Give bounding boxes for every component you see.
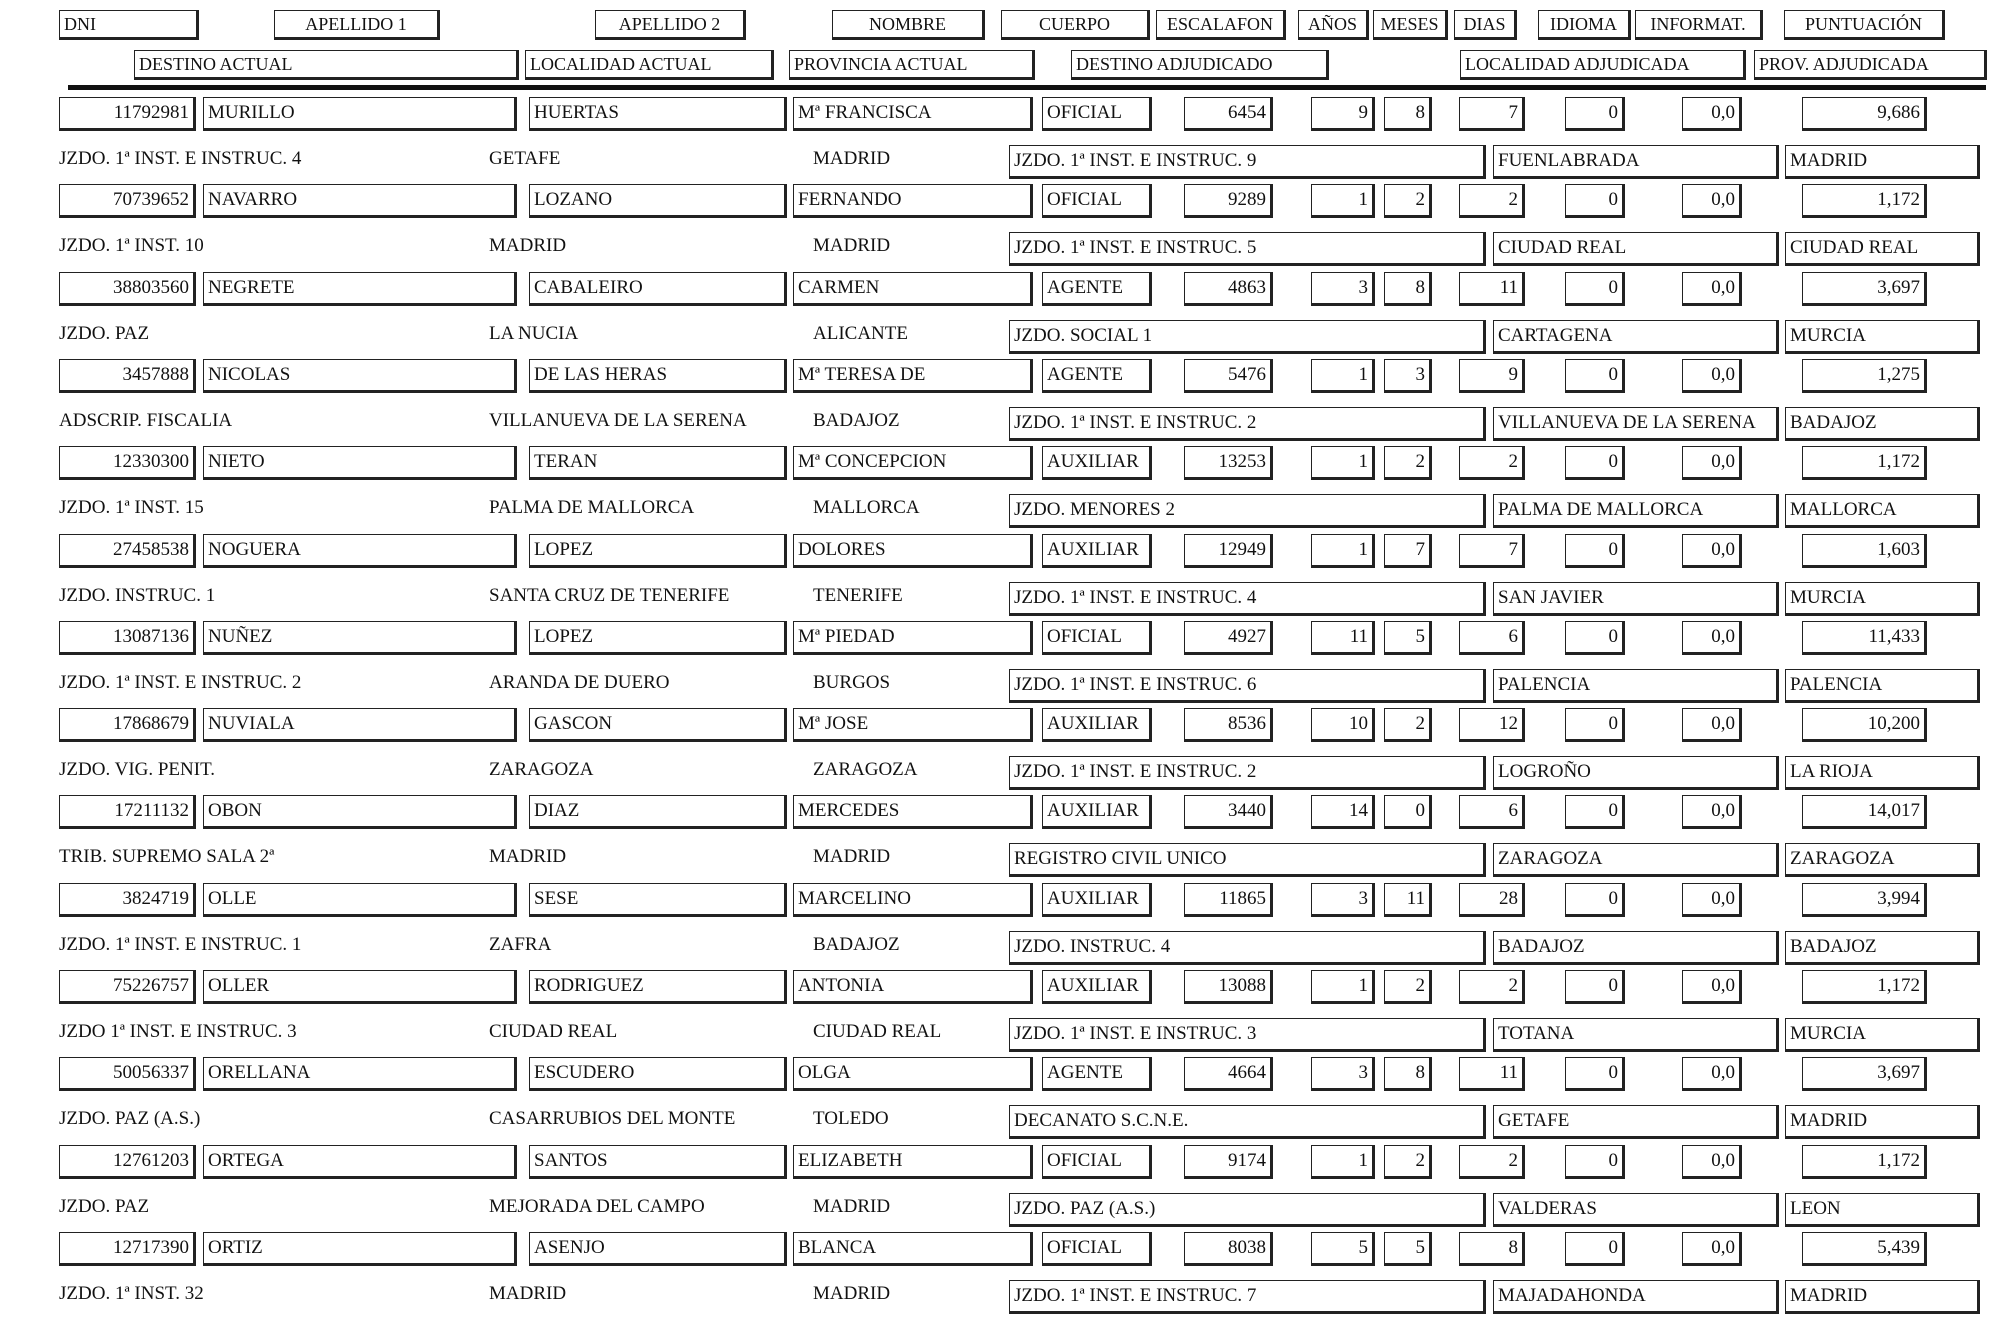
field-localidad-actual: CIUDAD REAL [489, 1021, 618, 1042]
record-row [0, 359, 2000, 446]
record-row [0, 1057, 2000, 1144]
field-localidad-adjudicada: CIUDAD REAL [1493, 232, 1779, 266]
field-meses: 2 [1384, 970, 1432, 1004]
field-apellido2: ASENJO [529, 1232, 787, 1266]
field-localidad-adjudicada: VALDERAS [1493, 1193, 1779, 1227]
field-cuerpo: OFICIAL [1042, 184, 1152, 218]
field-idioma: 0 [1565, 97, 1625, 131]
field-dni: 27458538 [59, 534, 196, 568]
field-informat: 0,0 [1682, 97, 1742, 131]
field-cuerpo: AUXILIAR [1042, 446, 1152, 480]
field-localidad-adjudicada: SAN JAVIER [1493, 582, 1779, 616]
field-destino-actual: JZDO. 1ª INST. E INSTRUC. 2 [59, 671, 302, 693]
field-anos: 1 [1311, 534, 1375, 568]
field-provincia-actual: MADRID [813, 846, 891, 868]
field-dias: 2 [1459, 446, 1525, 480]
field-localidad-actual: MADRID [489, 1282, 567, 1304]
field-localidad-actual: ZAFRA [489, 933, 552, 955]
field-meses: 8 [1384, 97, 1432, 131]
field-idioma: 0 [1565, 1232, 1625, 1266]
header-dias: DIAS [1454, 10, 1517, 40]
field-escalafon: 12949 [1184, 534, 1273, 568]
field-cuerpo: OFICIAL [1042, 1232, 1152, 1266]
field-destino-actual: JZDO. 1ª INST. E INSTRUC. 4 [59, 148, 302, 169]
field-informat: 0,0 [1682, 184, 1742, 218]
field-prov-adjudicada: ZARAGOZA [1785, 843, 1980, 877]
field-destino-actual: JZDO. 1ª INST. 32 [59, 1282, 204, 1304]
field-dias: 6 [1459, 621, 1525, 655]
record-row [0, 1145, 2000, 1232]
field-apellido1: NAVARRO [203, 184, 517, 218]
field-informat: 0,0 [1682, 970, 1742, 1004]
field-dni: 17868679 [59, 708, 196, 742]
field-idioma: 0 [1565, 1145, 1625, 1179]
field-nombre: Mª PIEDAD [793, 621, 1033, 655]
field-escalafon: 8536 [1184, 708, 1273, 742]
field-destino-adjudicado: JZDO. MENORES 2 [1009, 494, 1486, 528]
header-puntuacion: PUNTUACIÓN [1784, 10, 1945, 40]
field-nombre: CARMEN [793, 272, 1033, 306]
field-idioma: 0 [1565, 883, 1625, 917]
field-destino-adjudicado: JZDO. 1ª INST. E INSTRUC. 5 [1009, 232, 1486, 266]
field-prov-adjudicada: MURCIA [1785, 320, 1980, 354]
field-dias: 12 [1459, 708, 1525, 742]
field-dni: 11792981 [59, 97, 196, 131]
field-prov-adjudicada: MADRID [1785, 1105, 1980, 1139]
field-informat: 0,0 [1682, 1057, 1742, 1091]
field-apellido1: NEGRETE [203, 272, 517, 306]
field-escalafon: 3440 [1184, 795, 1273, 829]
field-meses: 7 [1384, 534, 1432, 568]
field-informat: 0,0 [1682, 795, 1742, 829]
field-prov-adjudicada: PALENCIA [1785, 669, 1980, 703]
field-prov-adjudicada: CIUDAD REAL [1785, 232, 1980, 266]
field-anos: 5 [1311, 1232, 1375, 1266]
header-cuerpo: CUERPO [1001, 10, 1150, 40]
field-puntuacion: 1,603 [1802, 534, 1927, 568]
field-provincia-actual: MADRID [813, 148, 891, 169]
field-provincia-actual: BADAJOZ [813, 409, 900, 431]
field-dni: 38803560 [59, 272, 196, 306]
record-row [0, 184, 2000, 271]
field-apellido2: LOPEZ [529, 534, 787, 568]
field-nombre: MARCELINO [793, 883, 1033, 917]
field-escalafon: 4863 [1184, 272, 1273, 306]
header-apellido1: APELLIDO 1 [274, 10, 440, 40]
field-cuerpo: OFICIAL [1042, 97, 1152, 131]
field-destino-actual: JZDO. PAZ [59, 322, 150, 344]
field-apellido2: ESCUDERO [529, 1057, 787, 1091]
field-dni: 13087136 [59, 621, 196, 655]
field-escalafon: 13088 [1184, 970, 1273, 1004]
header-anos: AÑOS [1298, 10, 1369, 40]
field-prov-adjudicada: MADRID [1785, 1280, 1980, 1314]
field-meses: 2 [1384, 1145, 1432, 1179]
field-cuerpo: AUXILIAR [1042, 883, 1152, 917]
field-destino-actual: JZDO 1ª INST. E INSTRUC. 3 [59, 1021, 297, 1042]
field-nombre: OLGA [793, 1057, 1033, 1091]
field-apellido1: OBON [203, 795, 517, 829]
field-dias: 2 [1459, 1145, 1525, 1179]
field-localidad-adjudicada: PALMA DE MALLORCA [1493, 494, 1779, 528]
field-apellido2: DE LAS HERAS [529, 359, 787, 393]
field-meses: 8 [1384, 1057, 1432, 1091]
record-row [0, 534, 2000, 621]
field-apellido1: ORELLANA [203, 1057, 517, 1091]
field-localidad-actual: ZARAGOZA [489, 759, 594, 781]
field-puntuacion: 3,994 [1802, 883, 1927, 917]
header-meses: MESES [1373, 10, 1448, 40]
field-anos: 1 [1311, 970, 1375, 1004]
field-meses: 3 [1384, 359, 1432, 393]
record-row [0, 883, 2000, 970]
field-apellido1: MURILLO [203, 97, 517, 131]
field-nombre: BLANCA [793, 1232, 1033, 1266]
field-localidad-adjudicada: TOTANA [1493, 1018, 1779, 1052]
field-dni: 70739652 [59, 184, 196, 218]
record-row [0, 795, 2000, 882]
header-escalafon: ESCALAFON [1156, 10, 1286, 40]
field-apellido1: ORTIZ [203, 1232, 517, 1266]
field-prov-adjudicada: LEON [1785, 1193, 1980, 1227]
field-localidad-adjudicada: VILLANUEVA DE LA SERENA [1493, 407, 1779, 441]
field-idioma: 0 [1565, 1057, 1625, 1091]
field-idioma: 0 [1565, 970, 1625, 1004]
field-destino-adjudicado: JZDO. 1ª INST. E INSTRUC. 3 [1009, 1018, 1486, 1052]
field-dias: 7 [1459, 97, 1525, 131]
field-escalafon: 8038 [1184, 1232, 1273, 1266]
field-informat: 0,0 [1682, 359, 1742, 393]
field-puntuacion: 3,697 [1802, 272, 1927, 306]
field-puntuacion: 10,200 [1802, 708, 1927, 742]
field-apellido2: RODRIGUEZ [529, 970, 787, 1004]
field-anos: 10 [1311, 708, 1375, 742]
field-apellido1: NUVIALA [203, 708, 517, 742]
field-escalafon: 6454 [1184, 97, 1273, 131]
field-meses: 11 [1384, 883, 1432, 917]
header-localidad-actual: LOCALIDAD ACTUAL [525, 50, 774, 80]
header-dni: DNI [59, 10, 199, 40]
field-nombre: ANTONIA [793, 970, 1033, 1004]
field-localidad-actual: ARANDA DE DUERO [489, 671, 670, 693]
field-destino-adjudicado: JZDO. 1ª INST. E INSTRUC. 7 [1009, 1280, 1486, 1314]
field-destino-adjudicado: JZDO. 1ª INST. E INSTRUC. 4 [1009, 582, 1486, 616]
field-destino-actual: JZDO. INSTRUC. 1 [59, 584, 216, 606]
field-informat: 0,0 [1682, 883, 1742, 917]
field-nombre: Mª TERESA DE [793, 359, 1033, 393]
field-localidad-actual: LA NUCIA [489, 322, 579, 344]
field-anos: 11 [1311, 621, 1375, 655]
field-cuerpo: AGENTE [1042, 1057, 1152, 1091]
field-dni: 3457888 [59, 359, 196, 393]
field-escalafon: 9289 [1184, 184, 1273, 218]
field-dias: 2 [1459, 970, 1525, 1004]
field-cuerpo: AUXILIAR [1042, 534, 1152, 568]
field-apellido2: CABALEIRO [529, 272, 787, 306]
field-destino-adjudicado: DECANATO S.C.N.E. [1009, 1105, 1486, 1139]
field-localidad-adjudicada: PALENCIA [1493, 669, 1779, 703]
field-puntuacion: 1,172 [1802, 446, 1927, 480]
field-nombre: Mª JOSE [793, 708, 1033, 742]
field-destino-actual: TRIB. SUPREMO SALA 2ª [59, 846, 275, 868]
field-meses: 2 [1384, 446, 1432, 480]
field-meses: 5 [1384, 1232, 1432, 1266]
field-informat: 0,0 [1682, 534, 1742, 568]
field-dias: 7 [1459, 534, 1525, 568]
record-row [0, 97, 2000, 184]
field-dias: 28 [1459, 883, 1525, 917]
field-prov-adjudicada: LA RIOJA [1785, 756, 1980, 790]
field-nombre: DOLORES [793, 534, 1033, 568]
field-localidad-adjudicada: MAJADAHONDA [1493, 1280, 1779, 1314]
header-informat: INFORMAT. [1635, 10, 1763, 40]
field-dias: 6 [1459, 795, 1525, 829]
field-dni: 12717390 [59, 1232, 196, 1266]
field-localidad-actual: SANTA CRUZ DE TENERIFE [489, 584, 730, 606]
field-provincia-actual: BADAJOZ [813, 933, 900, 955]
field-dias: 11 [1459, 272, 1525, 306]
field-idioma: 0 [1565, 184, 1625, 218]
header-nombre: NOMBRE [832, 10, 985, 40]
field-provincia-actual: TOLEDO [813, 1108, 889, 1130]
header-destino-adjudicado: DESTINO ADJUDICADO [1071, 50, 1329, 80]
field-cuerpo: AGENTE [1042, 359, 1152, 393]
field-anos: 3 [1311, 272, 1375, 306]
field-puntuacion: 3,697 [1802, 1057, 1927, 1091]
field-informat: 0,0 [1682, 446, 1742, 480]
field-idioma: 0 [1565, 359, 1625, 393]
field-dias: 8 [1459, 1232, 1525, 1266]
field-localidad-actual: GETAFE [489, 148, 561, 169]
field-meses: 0 [1384, 795, 1432, 829]
field-escalafon: 9174 [1184, 1145, 1273, 1179]
field-nombre: FERNANDO [793, 184, 1033, 218]
header-provincia-actual: PROVINCIA ACTUAL [789, 50, 1035, 80]
field-prov-adjudicada: MADRID [1785, 145, 1980, 179]
field-informat: 0,0 [1682, 1232, 1742, 1266]
field-anos: 3 [1311, 883, 1375, 917]
field-apellido1: NOGUERA [203, 534, 517, 568]
field-destino-adjudicado: JZDO. 1ª INST. E INSTRUC. 2 [1009, 407, 1486, 441]
field-destino-actual: JZDO. 1ª INST. 10 [59, 235, 204, 257]
field-idioma: 0 [1565, 534, 1625, 568]
field-anos: 1 [1311, 1145, 1375, 1179]
field-cuerpo: AUXILIAR [1042, 795, 1152, 829]
field-localidad-adjudicada: ZARAGOZA [1493, 843, 1779, 877]
field-localidad-adjudicada: CARTAGENA [1493, 320, 1779, 354]
field-destino-actual: JZDO. 1ª INST. 15 [59, 497, 204, 519]
field-prov-adjudicada: MURCIA [1785, 1018, 1980, 1052]
field-provincia-actual: MADRID [813, 1282, 891, 1304]
record-row [0, 446, 2000, 533]
field-dni: 50056337 [59, 1057, 196, 1091]
field-destino-actual: JZDO. VIG. PENIT. [59, 759, 216, 781]
header-idioma: IDIOMA [1538, 10, 1631, 40]
record-row [0, 272, 2000, 359]
header-divider [68, 85, 1986, 90]
field-localidad-actual: MEJORADA DEL CAMPO [489, 1195, 705, 1217]
field-provincia-actual: CIUDAD REAL [813, 1021, 942, 1042]
field-puntuacion: 1,275 [1802, 359, 1927, 393]
field-provincia-actual: MALLORCA [813, 497, 920, 519]
field-dni: 3824719 [59, 883, 196, 917]
field-anos: 14 [1311, 795, 1375, 829]
field-apellido2: SESE [529, 883, 787, 917]
field-puntuacion: 1,172 [1802, 184, 1927, 218]
field-informat: 0,0 [1682, 621, 1742, 655]
header-localidad-adjudicada: LOCALIDAD ADJUDICADA [1460, 50, 1746, 80]
field-dni: 12330300 [59, 446, 196, 480]
field-idioma: 0 [1565, 621, 1625, 655]
record-row [0, 1232, 2000, 1319]
header-apellido2: APELLIDO 2 [595, 10, 746, 40]
field-meses: 2 [1384, 708, 1432, 742]
field-apellido1: NIETO [203, 446, 517, 480]
field-escalafon: 5476 [1184, 359, 1273, 393]
field-dias: 2 [1459, 184, 1525, 218]
field-provincia-actual: MADRID [813, 235, 891, 257]
field-destino-actual: JZDO. 1ª INST. E INSTRUC. 1 [59, 933, 302, 955]
field-informat: 0,0 [1682, 1145, 1742, 1179]
field-provincia-actual: BURGOS [813, 671, 891, 693]
field-cuerpo: AGENTE [1042, 272, 1152, 306]
field-apellido1: NICOLAS [203, 359, 517, 393]
header-destino-actual: DESTINO ACTUAL [134, 50, 519, 80]
field-meses: 8 [1384, 272, 1432, 306]
field-anos: 1 [1311, 184, 1375, 218]
field-apellido1: ORTEGA [203, 1145, 517, 1179]
field-escalafon: 4927 [1184, 621, 1273, 655]
field-dni: 17211132 [59, 795, 196, 829]
field-provincia-actual: ZARAGOZA [813, 759, 918, 781]
field-informat: 0,0 [1682, 708, 1742, 742]
field-destino-adjudicado: JZDO. 1ª INST. E INSTRUC. 9 [1009, 145, 1486, 179]
field-destino-adjudicado: JZDO. INSTRUC. 4 [1009, 931, 1486, 965]
field-apellido1: NUÑEZ [203, 621, 517, 655]
field-destino-adjudicado: JZDO. 1ª INST. E INSTRUC. 6 [1009, 669, 1486, 703]
field-escalafon: 11865 [1184, 883, 1273, 917]
header-prov-adjudicada: PROV. ADJUDICADA [1754, 50, 1987, 80]
field-idioma: 0 [1565, 272, 1625, 306]
record-row [0, 970, 2000, 1057]
field-prov-adjudicada: BADAJOZ [1785, 407, 1980, 441]
field-cuerpo: OFICIAL [1042, 1145, 1152, 1179]
field-idioma: 0 [1565, 446, 1625, 480]
field-destino-actual: JZDO. PAZ (A.S.) [59, 1108, 201, 1130]
field-puntuacion: 1,172 [1802, 1145, 1927, 1179]
field-puntuacion: 1,172 [1802, 970, 1927, 1004]
field-apellido2: DIAZ [529, 795, 787, 829]
field-destino-adjudicado: JZDO. SOCIAL 1 [1009, 320, 1486, 354]
field-localidad-adjudicada: FUENLABRADA [1493, 145, 1779, 179]
field-escalafon: 13253 [1184, 446, 1273, 480]
field-anos: 9 [1311, 97, 1375, 131]
field-destino-actual: ADSCRIP. FISCALIA [59, 409, 233, 431]
field-destino-adjudicado: JZDO. 1ª INST. E INSTRUC. 2 [1009, 756, 1486, 790]
field-destino-adjudicado: REGISTRO CIVIL UNICO [1009, 843, 1486, 877]
field-apellido1: OLLE [203, 883, 517, 917]
field-informat: 0,0 [1682, 272, 1742, 306]
field-localidad-actual: CASARRUBIOS DEL MONTE [489, 1108, 736, 1130]
field-localidad-actual: MADRID [489, 846, 567, 868]
field-localidad-actual: PALMA DE MALLORCA [489, 497, 695, 519]
field-apellido2: SANTOS [529, 1145, 787, 1179]
field-dni: 75226757 [59, 970, 196, 1004]
field-puntuacion: 5,439 [1802, 1232, 1927, 1266]
field-provincia-actual: TENERIFE [813, 584, 903, 606]
field-nombre: Mª FRANCISCA [793, 97, 1033, 131]
field-dni: 12761203 [59, 1145, 196, 1179]
field-destino-adjudicado: JZDO. PAZ (A.S.) [1009, 1193, 1486, 1227]
field-meses: 2 [1384, 184, 1432, 218]
field-idioma: 0 [1565, 795, 1625, 829]
field-apellido2: LOPEZ [529, 621, 787, 655]
field-localidad-adjudicada: GETAFE [1493, 1105, 1779, 1139]
field-localidad-adjudicada: LOGROÑO [1493, 756, 1779, 790]
field-puntuacion: 11,433 [1802, 621, 1927, 655]
field-dias: 9 [1459, 359, 1525, 393]
record-row [0, 708, 2000, 795]
field-prov-adjudicada: MALLORCA [1785, 494, 1980, 528]
field-dias: 11 [1459, 1057, 1525, 1091]
field-puntuacion: 14,017 [1802, 795, 1927, 829]
field-cuerpo: OFICIAL [1042, 621, 1152, 655]
field-anos: 3 [1311, 1057, 1375, 1091]
field-prov-adjudicada: BADAJOZ [1785, 931, 1980, 965]
field-localidad-adjudicada: BADAJOZ [1493, 931, 1779, 965]
field-cuerpo: AUXILIAR [1042, 708, 1152, 742]
field-escalafon: 4664 [1184, 1057, 1273, 1091]
field-nombre: ELIZABETH [793, 1145, 1033, 1179]
field-meses: 5 [1384, 621, 1432, 655]
field-apellido2: TERAN [529, 446, 787, 480]
field-provincia-actual: ALICANTE [813, 322, 908, 344]
record-row [0, 621, 2000, 708]
field-anos: 1 [1311, 446, 1375, 480]
field-apellido2: LOZANO [529, 184, 787, 218]
field-destino-actual: JZDO. PAZ [59, 1195, 150, 1217]
field-localidad-actual: VILLANUEVA DE LA SERENA [489, 409, 747, 431]
field-prov-adjudicada: MURCIA [1785, 582, 1980, 616]
field-nombre: MERCEDES [793, 795, 1033, 829]
field-nombre: Mª CONCEPCION [793, 446, 1033, 480]
field-idioma: 0 [1565, 708, 1625, 742]
field-provincia-actual: MADRID [813, 1195, 891, 1217]
field-localidad-actual: MADRID [489, 235, 567, 257]
field-apellido2: HUERTAS [529, 97, 787, 131]
field-cuerpo: AUXILIAR [1042, 970, 1152, 1004]
field-apellido2: GASCON [529, 708, 787, 742]
field-anos: 1 [1311, 359, 1375, 393]
field-apellido1: OLLER [203, 970, 517, 1004]
field-puntuacion: 9,686 [1802, 97, 1927, 131]
